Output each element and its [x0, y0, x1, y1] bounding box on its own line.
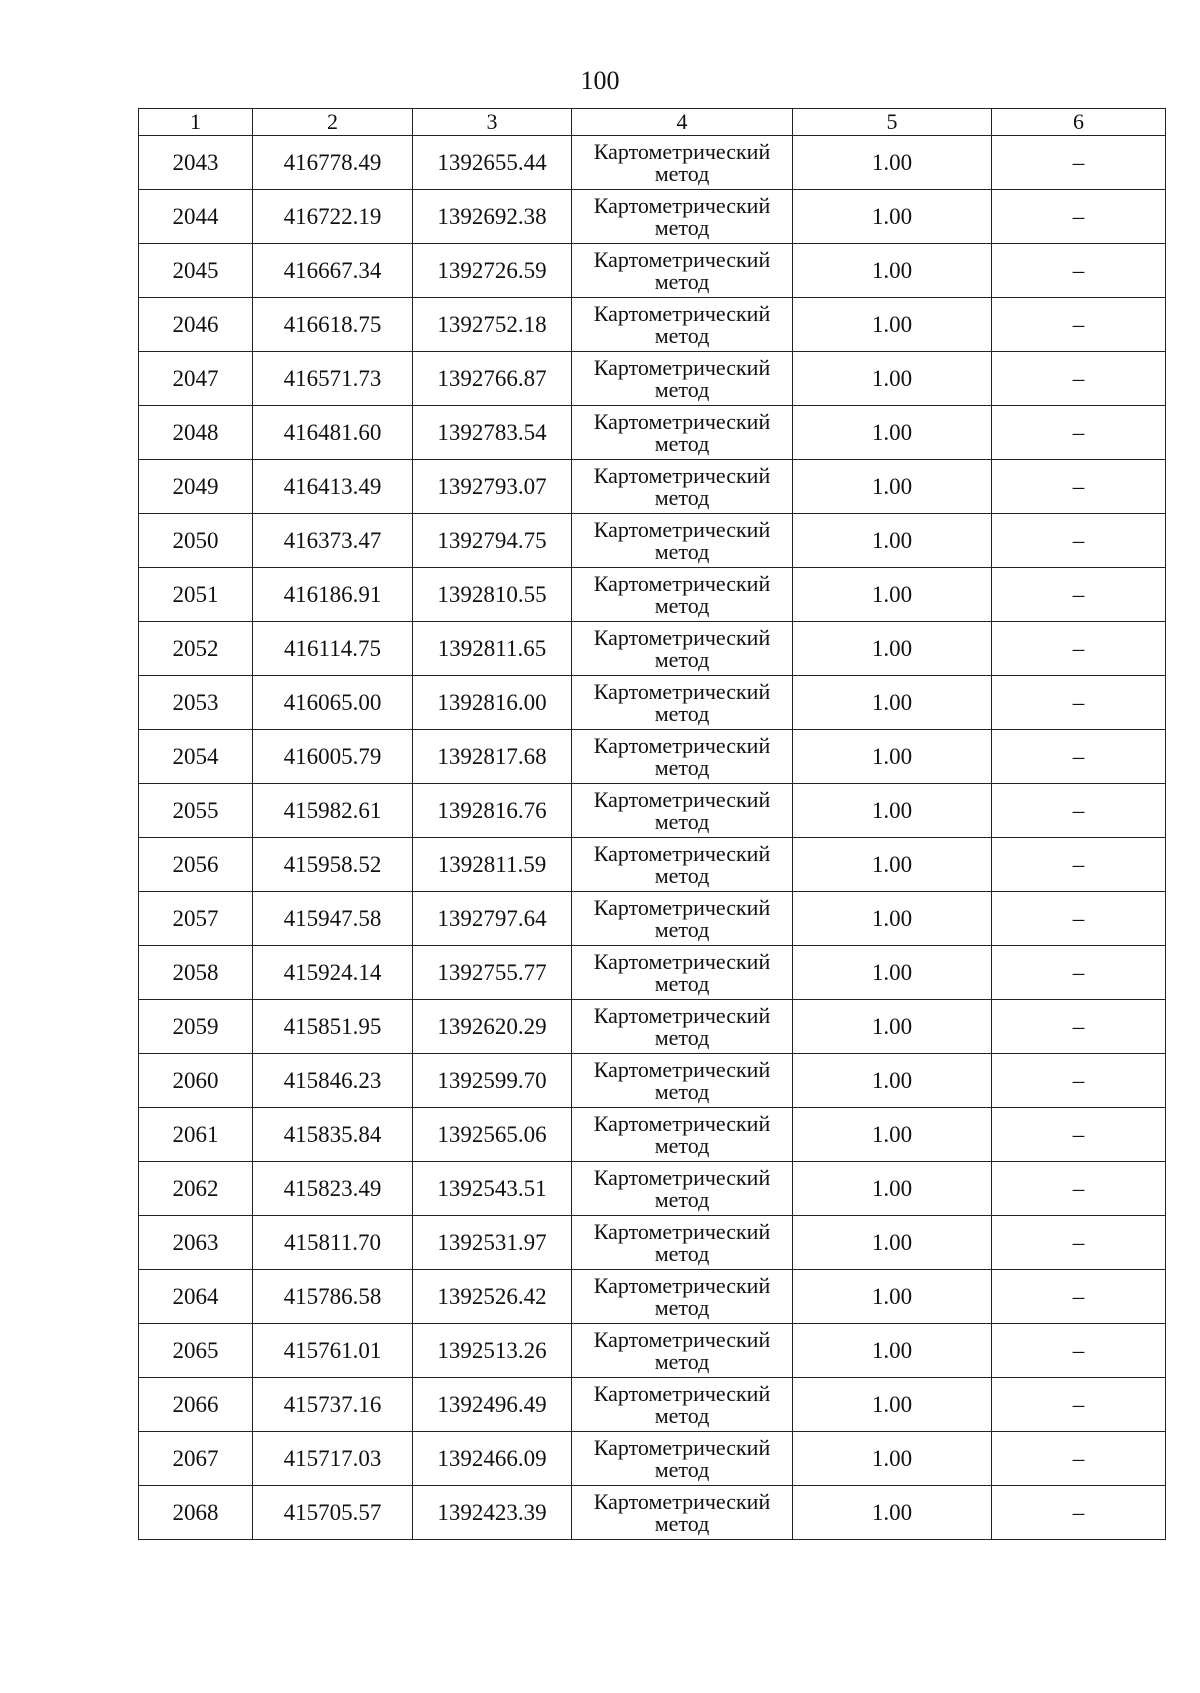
method-cell: [572, 514, 793, 568]
method-cell: [572, 946, 793, 1000]
point-number-cell: 2056: [139, 838, 253, 892]
x-coordinate-cell: 416722.19: [253, 190, 413, 244]
accuracy-cell: 1.00: [793, 298, 992, 352]
y-coordinate-cell: 1392752.18: [413, 298, 572, 352]
point-number-cell: 2063: [139, 1216, 253, 1270]
method-label: Картометрический: [593, 408, 771, 434]
point-number-cell: 2045: [139, 244, 253, 298]
x-coordinate-cell: 415786.58: [253, 1270, 413, 1324]
method-cell: [572, 838, 793, 892]
note-cell: –: [992, 784, 1166, 838]
x-coordinate-cell: 415705.57: [253, 1486, 413, 1540]
table-header-row: [139, 109, 1166, 136]
y-coordinate-cell: 1392526.42: [413, 1270, 572, 1324]
point-number-cell: 2050: [139, 514, 253, 568]
y-coordinate-cell: 1392543.51: [413, 1162, 572, 1216]
method-cell: [572, 622, 793, 676]
method-label: Картометрический: [593, 192, 771, 218]
accuracy-cell: 1.00: [793, 730, 992, 784]
note-cell: –: [992, 1000, 1166, 1054]
point-number-cell: 2060: [139, 1054, 253, 1108]
point-number-cell: 2059: [139, 1000, 253, 1054]
column-header: 3: [413, 109, 572, 136]
table-row: [139, 1432, 1166, 1486]
note-cell: –: [992, 1162, 1166, 1216]
table-body: [139, 136, 1166, 1540]
method-label: метод: [654, 376, 710, 402]
table-row: [139, 622, 1166, 676]
note-cell: –: [992, 298, 1166, 352]
method-label: метод: [654, 646, 710, 672]
table-row: [139, 1162, 1166, 1216]
y-coordinate-cell: 1392423.39: [413, 1486, 572, 1540]
method-label: Картометрический: [593, 138, 771, 164]
y-coordinate-cell: 1392816.76: [413, 784, 572, 838]
method-label: метод: [654, 700, 710, 726]
point-number-cell: 2067: [139, 1432, 253, 1486]
accuracy-cell: 1.00: [793, 1162, 992, 1216]
point-number-cell: 2048: [139, 406, 253, 460]
accuracy-cell: 1.00: [793, 1054, 992, 1108]
table-row: [139, 1000, 1166, 1054]
column-header: 1: [139, 109, 253, 136]
method-label: Картометрический: [593, 948, 771, 974]
table-row: [139, 1054, 1166, 1108]
y-coordinate-cell: 1392794.75: [413, 514, 572, 568]
table-row: [139, 136, 1166, 190]
y-coordinate-cell: 1392496.49: [413, 1378, 572, 1432]
point-number-cell: 2044: [139, 190, 253, 244]
note-cell: –: [992, 514, 1166, 568]
method-cell: [572, 1216, 793, 1270]
method-label: метод: [654, 538, 710, 564]
point-number-cell: 2052: [139, 622, 253, 676]
point-number-cell: 2043: [139, 136, 253, 190]
method-cell: [572, 244, 793, 298]
method-label: метод: [654, 1456, 710, 1482]
note-cell: –: [992, 1216, 1166, 1270]
table-row: [139, 730, 1166, 784]
table-row: [139, 1324, 1166, 1378]
method-label: Картометрический: [593, 462, 771, 488]
table-row: [139, 1486, 1166, 1540]
x-coordinate-cell: 416373.47: [253, 514, 413, 568]
y-coordinate-cell: 1392811.59: [413, 838, 572, 892]
x-coordinate-cell: 415737.16: [253, 1378, 413, 1432]
x-coordinate-cell: 416186.91: [253, 568, 413, 622]
note-cell: –: [992, 892, 1166, 946]
method-label: метод: [654, 1024, 710, 1050]
accuracy-cell: 1.00: [793, 460, 992, 514]
y-coordinate-cell: 1392816.00: [413, 676, 572, 730]
y-coordinate-cell: 1392783.54: [413, 406, 572, 460]
method-label: Картометрический: [593, 1218, 771, 1244]
y-coordinate-cell: 1392565.06: [413, 1108, 572, 1162]
y-coordinate-cell: 1392817.68: [413, 730, 572, 784]
x-coordinate-cell: 416065.00: [253, 676, 413, 730]
method-cell: [572, 1378, 793, 1432]
accuracy-cell: 1.00: [793, 1108, 992, 1162]
table-row: [139, 568, 1166, 622]
note-cell: –: [992, 136, 1166, 190]
method-cell: [572, 460, 793, 514]
accuracy-cell: 1.00: [793, 892, 992, 946]
accuracy-cell: 1.00: [793, 622, 992, 676]
method-label: метод: [654, 862, 710, 888]
method-cell: [572, 1324, 793, 1378]
table-row: [139, 946, 1166, 1000]
method-label: метод: [654, 1240, 710, 1266]
method-label: Картометрический: [593, 516, 771, 542]
method-cell: [572, 568, 793, 622]
method-cell: [572, 1054, 793, 1108]
accuracy-cell: 1.00: [793, 190, 992, 244]
point-number-cell: 2061: [139, 1108, 253, 1162]
accuracy-cell: 1.00: [793, 1324, 992, 1378]
accuracy-cell: 1.00: [793, 244, 992, 298]
method-label: Картометрический: [593, 1002, 771, 1028]
table-row: [139, 190, 1166, 244]
method-label: метод: [654, 1294, 710, 1320]
table-row: [139, 352, 1166, 406]
y-coordinate-cell: 1392766.87: [413, 352, 572, 406]
accuracy-cell: 1.00: [793, 514, 992, 568]
method-label: Картометрический: [593, 300, 771, 326]
y-coordinate-cell: 1392655.44: [413, 136, 572, 190]
note-cell: –: [992, 1324, 1166, 1378]
note-cell: –: [992, 1378, 1166, 1432]
accuracy-cell: 1.00: [793, 1432, 992, 1486]
y-coordinate-cell: 1392793.07: [413, 460, 572, 514]
method-label: Картометрический: [593, 1434, 771, 1460]
note-cell: –: [992, 568, 1166, 622]
method-label: метод: [654, 1132, 710, 1158]
method-cell: [572, 1000, 793, 1054]
x-coordinate-cell: 415851.95: [253, 1000, 413, 1054]
table-row: [139, 1216, 1166, 1270]
y-coordinate-cell: 1392726.59: [413, 244, 572, 298]
method-label: Картометрический: [593, 840, 771, 866]
x-coordinate-cell: 416481.60: [253, 406, 413, 460]
column-header: 4: [572, 109, 793, 136]
accuracy-cell: 1.00: [793, 946, 992, 1000]
method-cell: [572, 190, 793, 244]
method-label: Картометрический: [593, 894, 771, 920]
table-row: [139, 514, 1166, 568]
x-coordinate-cell: 416005.79: [253, 730, 413, 784]
x-coordinate-cell: 416778.49: [253, 136, 413, 190]
method-label: метод: [654, 1186, 710, 1212]
y-coordinate-cell: 1392599.70: [413, 1054, 572, 1108]
method-cell: [572, 1108, 793, 1162]
accuracy-cell: 1.00: [793, 838, 992, 892]
method-label: метод: [654, 1402, 710, 1428]
method-label: метод: [654, 592, 710, 618]
method-label: Картометрический: [593, 786, 771, 812]
point-number-cell: 2046: [139, 298, 253, 352]
accuracy-cell: 1.00: [793, 1216, 992, 1270]
column-header: 5: [793, 109, 992, 136]
point-number-cell: 2054: [139, 730, 253, 784]
method-cell: [572, 406, 793, 460]
y-coordinate-cell: 1392513.26: [413, 1324, 572, 1378]
accuracy-cell: 1.00: [793, 1270, 992, 1324]
method-cell: [572, 784, 793, 838]
note-cell: –: [992, 1108, 1166, 1162]
method-cell: [572, 1162, 793, 1216]
x-coordinate-cell: 416618.75: [253, 298, 413, 352]
x-coordinate-cell: 415958.52: [253, 838, 413, 892]
x-coordinate-cell: 415924.14: [253, 946, 413, 1000]
method-label: метод: [654, 970, 710, 996]
x-coordinate-cell: 416667.34: [253, 244, 413, 298]
note-cell: –: [992, 190, 1166, 244]
note-cell: –: [992, 352, 1166, 406]
method-label: метод: [654, 808, 710, 834]
method-cell: [572, 298, 793, 352]
accuracy-cell: 1.00: [793, 784, 992, 838]
method-label: метод: [654, 484, 710, 510]
method-label: метод: [654, 214, 710, 240]
accuracy-cell: 1.00: [793, 406, 992, 460]
method-cell: [572, 892, 793, 946]
y-coordinate-cell: 1392755.77: [413, 946, 572, 1000]
y-coordinate-cell: 1392797.64: [413, 892, 572, 946]
y-coordinate-cell: 1392466.09: [413, 1432, 572, 1486]
note-cell: –: [992, 244, 1166, 298]
column-header: 6: [992, 109, 1166, 136]
note-cell: –: [992, 1054, 1166, 1108]
method-label: Картометрический: [593, 678, 771, 704]
point-number-cell: 2055: [139, 784, 253, 838]
method-label: Картометрический: [593, 1380, 771, 1406]
accuracy-cell: 1.00: [793, 676, 992, 730]
point-number-cell: 2047: [139, 352, 253, 406]
y-coordinate-cell: 1392810.55: [413, 568, 572, 622]
note-cell: –: [992, 406, 1166, 460]
method-label: метод: [654, 1348, 710, 1374]
y-coordinate-cell: 1392620.29: [413, 1000, 572, 1054]
x-coordinate-cell: 416114.75: [253, 622, 413, 676]
point-number-cell: 2051: [139, 568, 253, 622]
note-cell: –: [992, 1486, 1166, 1540]
y-coordinate-cell: 1392811.65: [413, 622, 572, 676]
method-label: метод: [654, 1510, 710, 1536]
point-number-cell: 2064: [139, 1270, 253, 1324]
method-label: Картометрический: [593, 1488, 771, 1514]
method-cell: [572, 352, 793, 406]
method-cell: [572, 1270, 793, 1324]
table-row: [139, 1270, 1166, 1324]
note-cell: –: [992, 838, 1166, 892]
table-row: [139, 298, 1166, 352]
table-row: [139, 244, 1166, 298]
page-number: 100: [580, 66, 620, 95]
point-number-cell: 2065: [139, 1324, 253, 1378]
x-coordinate-cell: 415761.01: [253, 1324, 413, 1378]
point-number-cell: 2068: [139, 1486, 253, 1540]
note-cell: –: [992, 946, 1166, 1000]
accuracy-cell: 1.00: [793, 1486, 992, 1540]
point-number-cell: 2053: [139, 676, 253, 730]
x-coordinate-cell: 415846.23: [253, 1054, 413, 1108]
accuracy-cell: 1.00: [793, 568, 992, 622]
method-cell: [572, 676, 793, 730]
coordinates-table: [138, 108, 1166, 1540]
point-number-cell: 2049: [139, 460, 253, 514]
method-label: метод: [654, 430, 710, 456]
x-coordinate-cell: 415947.58: [253, 892, 413, 946]
method-cell: [572, 1486, 793, 1540]
table-row: [139, 406, 1166, 460]
note-cell: –: [992, 1270, 1166, 1324]
table-row: [139, 1108, 1166, 1162]
point-number-cell: 2066: [139, 1378, 253, 1432]
y-coordinate-cell: 1392692.38: [413, 190, 572, 244]
note-cell: –: [992, 460, 1166, 514]
x-coordinate-cell: 415982.61: [253, 784, 413, 838]
method-label: Картометрический: [593, 1326, 771, 1352]
table-row: [139, 460, 1166, 514]
method-cell: [572, 1432, 793, 1486]
method-label: Картометрический: [593, 1056, 771, 1082]
x-coordinate-cell: 415823.49: [253, 1162, 413, 1216]
table-row: [139, 676, 1166, 730]
method-label: метод: [654, 322, 710, 348]
method-cell: [572, 730, 793, 784]
method-label: Картометрический: [593, 732, 771, 758]
point-number-cell: 2058: [139, 946, 253, 1000]
x-coordinate-cell: 415811.70: [253, 1216, 413, 1270]
method-label: Картометрический: [593, 354, 771, 380]
x-coordinate-cell: 416413.49: [253, 460, 413, 514]
note-cell: –: [992, 676, 1166, 730]
method-label: Картометрический: [593, 1164, 771, 1190]
method-label: Картометрический: [593, 1110, 771, 1136]
method-label: метод: [654, 916, 710, 942]
method-label: Картометрический: [593, 570, 771, 596]
method-label: метод: [654, 754, 710, 780]
note-cell: –: [992, 622, 1166, 676]
point-number-cell: 2062: [139, 1162, 253, 1216]
x-coordinate-cell: 415835.84: [253, 1108, 413, 1162]
note-cell: –: [992, 730, 1166, 784]
method-label: метод: [654, 268, 710, 294]
note-cell: –: [992, 1432, 1166, 1486]
x-coordinate-cell: 416571.73: [253, 352, 413, 406]
method-label: метод: [654, 1078, 710, 1104]
accuracy-cell: 1.00: [793, 1000, 992, 1054]
method-label: метод: [654, 160, 710, 186]
method-label: Картометрический: [593, 624, 771, 650]
method-cell: [572, 136, 793, 190]
table-row: [139, 1378, 1166, 1432]
point-number-cell: 2057: [139, 892, 253, 946]
y-coordinate-cell: 1392531.97: [413, 1216, 572, 1270]
table-row: [139, 838, 1166, 892]
accuracy-cell: 1.00: [793, 352, 992, 406]
method-label: Картометрический: [593, 246, 771, 272]
accuracy-cell: 1.00: [793, 1378, 992, 1432]
column-header: 2: [253, 109, 413, 136]
x-coordinate-cell: 415717.03: [253, 1432, 413, 1486]
table-row: [139, 784, 1166, 838]
method-label: Картометрический: [593, 1272, 771, 1298]
table-row: [139, 892, 1166, 946]
accuracy-cell: 1.00: [793, 136, 992, 190]
